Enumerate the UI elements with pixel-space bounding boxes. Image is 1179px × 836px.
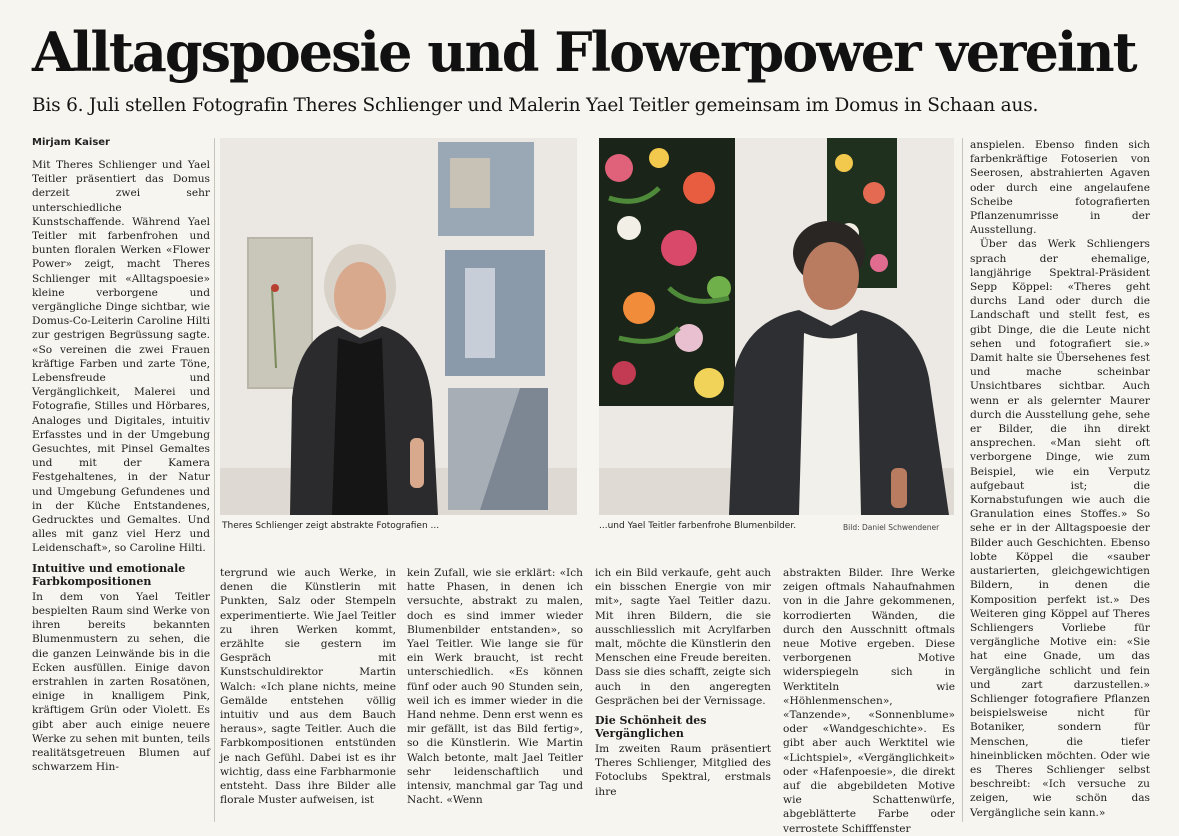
paragraph: In dem von Yael Teitler bespielten Raum sind Werke von ihren bereits bekannten Blumenmustern zu sehen, die die ganzen Leinwände bis in die Ecken ausfüllen. Einige davon erstrahlen in zarten Rosatönen, einige in knalligem Pink, kräftigem Grün oder Violett. Es gibt aber auch einige neuere Werke zu sehen mit bunten, teils realitätsgetreuen Blumen auf schwarzem Hin- <box>32 590 210 774</box>
column-divider <box>962 138 963 822</box>
column-divider <box>214 138 215 822</box>
subheading: Die Schönheit des Vergänglichen <box>595 714 707 741</box>
text-column-2 <box>220 566 396 822</box>
paragraph: tergrund wie auch Werke, in denen die Künstlerin mit Punkten, Salz oder Stempeln experimentierte. Wie Jael Teitler zu ihren Werken kommt, erzählte sie gestern im Gespräch mit Kunstschuldirektor Martin Walch: «Ich plane nichts, meine Gemälde entstehen völlig intuitiv und aus dem Bauch heraus», sagte Teitler. Auch die Farbkompositionen entstünden je nach Gefühl. Dabei ist es ihr wichtig, dass eine Farbharmonie entsteht. Dass ihre Bilder alle florale Muster aufweisen, ist <box>220 567 396 807</box>
text-column-5 <box>783 566 955 835</box>
photo-theres-schlienger <box>220 138 577 515</box>
photo-yael-teitler <box>599 138 954 515</box>
photo-credit: Bild: Daniel Schwendener <box>843 523 940 532</box>
paragraph: anspielen. Ebenso finden sich farbenkräftige Fotoserien von Seerosen, abstrahierten Agaven oder durch eine angelaufene Scheibe fotografierten Pflanzenumrisse in der Ausstellung. <box>970 139 1150 237</box>
headline: Alltagspoesie und Flowerpower vereint <box>32 20 1136 84</box>
byline: Mirjam Kaiser <box>32 137 110 148</box>
paragraph: Im zweiten Raum präsentiert Theres Schlienger, Mitglied des Fotoclubs Spektral, erstmals ihre <box>595 743 771 798</box>
text-column-1 <box>32 158 210 820</box>
photo-caption-right: ...und Yael Teitler farbenfrohe Blumenbilder. <box>599 521 797 531</box>
paragraph: abstrakten Bilder. Ihre Werke zeigen oftmals Nahaufnahmen von in die Jahre gekommenen, korrodierten Wänden, die durch den Ausschnitt oftmals neue Motive ergeben. Diese verborgenen Motive widerspiegeln sich in Werktiteln wie «Höhlenmenschen», «Tanzende», «Sonnenblume» oder «Wandgeschichte». Es gibt aber auch Werktitel wie «Lichtspiel», «Vergänglichkeit» oder «Hafenpoesie», die direkt auf die abgebildeten Motive wie Schattenwürfe, abgeblätterte Farbe oder verrostete Schifffenster <box>783 567 955 835</box>
paragraph: Über das Werk Schliengers sprach der ehemalige, langjährige Spektral-Präsident Sepp Köppel: «Theres geht durchs Land oder durch die Landschaft und stellt fest, es gibt Dinge, die die Leute nicht sehen und fotografiert sie.» Damit halte sie Übersehenes fest und mache scheinbar Unsichtbares sichtbar. Auch wenn er als gelernter Maurer durch die Ausstellung gehe, sehe er Bilder, die ihn direkt ansprechen. «Man sieht oft verborgene Dinge, wie zum Beispiel, wie ein Verputz aufgebaut ist; die Kornabstufungen wie auch die Granulation eines Stoffes.» So sehe er in der Alltagspoesie der Bilder auch Geschichten. Ebenso lobte Köppel die «sauber austarierten, gleichgewichtigen Bildern, in denen die Komposition perfekt ist.» Des Weiteren ging Köppel auf Theres Schliengers Vorliebe für vergängliche Motive ein: «Sie hat eine Gnade, um das Vergängliche schlicht und fein und zart darzustellen.» Schlienger fotografiere Pflanzen beispielsweise nicht für Botaniker, sondern für Menschen, die tiefer hineinblicken möchten. Oder wie es Theres Schlienger selbst beschreibt: «Ich versuche zu zeigen, wie schön das Vergängliche sein kann.» <box>970 238 1150 819</box>
subheadline: Bis 6. Juli stellen Fotografin Theres Schlienger und Malerin Yael Teitler gemeinsam im Domus in Schaan aus. <box>32 95 1039 116</box>
text-column-4 <box>595 566 771 822</box>
photo-caption-left: Theres Schlienger zeigt abstrakte Fotografien ... <box>222 521 440 531</box>
paragraph: kein Zufall, wie sie erklärt: «Ich hatte Phasen, in denen ich versuchte, abstrakt zu malen, doch es sind immer wieder Blumenbilder entstanden», so Yael Teitler. Wie lange sie für ein Werk braucht, ist recht unterschiedlich. «Es können fünf oder auch 90 Stunden sein, weil ich es immer wieder in die Hand nehme. Denn erst wenn es mir gefällt, ist das Bild fertig», so die Künstlerin. Wie Martin Walch betonte, malt Jael Teitler sehr leidenschaftlich und intensiv, manchmal gar Tag und Nacht. «Wenn <box>407 567 583 807</box>
text-column-3 <box>407 566 583 822</box>
paragraph: ich ein Bild verkaufe, geht auch ein bisschen Energie von mir mit», sagte Yael Teitler dazu. Mit ihren Bildern, die sie ausschliesslich mit Acrylfarben malt, möchte die Künstlerin den Menschen eine Freude bereiten. Dass sie dies schafft, zeigte sich auch in den angeregten Gesprächen bei der Vernissage. <box>595 567 771 707</box>
text-column-6 <box>970 138 1150 822</box>
paragraph: Mit Theres Schlienger und Yael Teitler präsentiert das Domus derzeit zwei sehr unterschiedliche Kunstschaffende. Während Yael Teitler mit farbenfrohen und bunten floralen Werken «Flower Power» zeigt, macht Theres Schlienger mit «Alltagspoesie» kleine verborgene und vergängliche Dinge sichtbar, wie Domus-Co-Leiterin Caroline Hilti zur gestrigen Begrüssung sagte. «So vereinen die zwei Frauen kräftige Farben und zarte Töne, Lebensfreude und Vergänglichkeit, Malerei und Fotografie, Stilles und Hörbares, Analoges und Digitales, intuitiv Erfasstes und in der Umgebung Gesuchtes, mit Pinsel Gemaltes und mit der Kamera Festgehaltenes, in der Natur und Umgebung Gefundenes und in der Küche Entstandenes, Gedrucktes und Gemaltes. Und alles mit ganz viel Herz und Leidenschaft», so Caroline Hilti. <box>32 159 210 555</box>
subheading: Intuitive und emotionale Farbkompositionen <box>32 561 186 588</box>
